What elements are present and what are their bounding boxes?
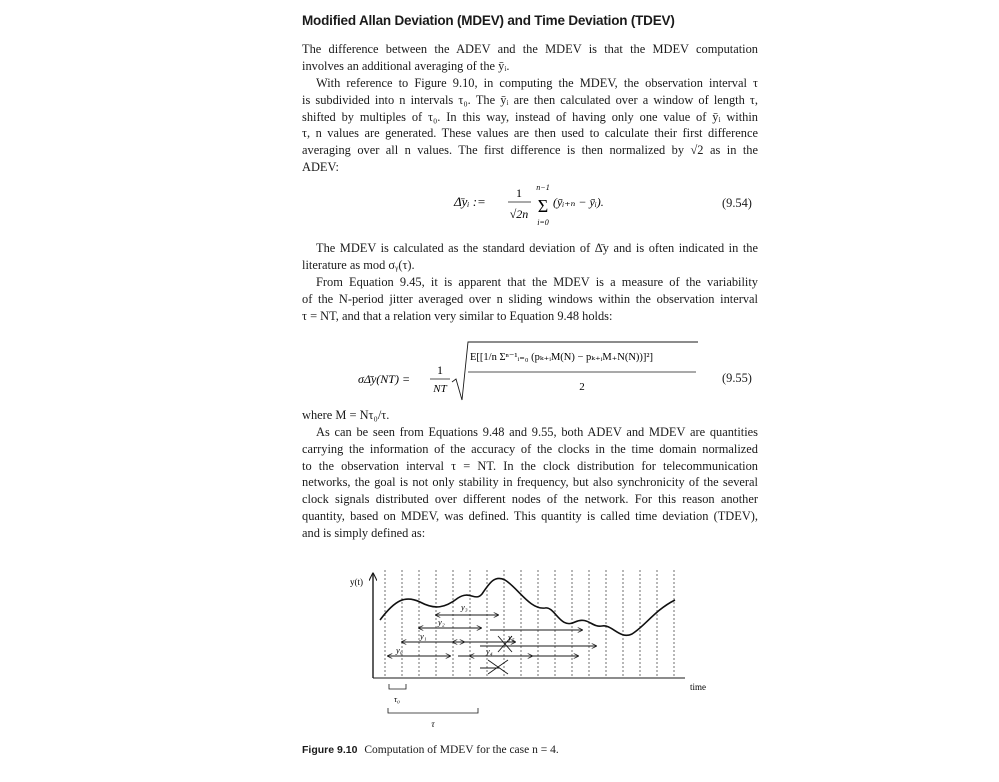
figure-9-10-diagram — [340, 560, 720, 740]
equation-9-54 — [450, 180, 630, 230]
window-label: y₁ — [420, 631, 427, 641]
eq954-sum-top: n−1 — [536, 183, 550, 192]
text-line: where M = Nτ₀/τ. — [302, 408, 390, 422]
signal-curve — [380, 578, 675, 635]
text-line: is subdivided into n intervals τ₀. The ȳᵢ are then calculated over a window of length τ, — [302, 92, 758, 107]
eq954-body: (ȳᵢ₊ₙ − ȳᵢ). — [553, 195, 604, 209]
y-axis-label: y(t) — [350, 577, 363, 587]
tau0-bracket — [389, 684, 406, 689]
paragraph-1 — [302, 41, 758, 75]
text-line: The difference between the ADEV and the MDEV is that the MDEV computation — [302, 42, 758, 56]
text-line: shifted by multiples of τ₀. In this way, instead of having only one value of ȳᵢ within — [302, 109, 758, 124]
text-line: τ = NT, and that a relation very similar to Equation 9.48 holds: — [302, 308, 613, 323]
text-line: carrying the information of the accuracy of the clocks in the time domain normalized — [302, 441, 758, 456]
text-line: clock signals distributed over different nodes of the network. For this reason another — [302, 492, 758, 507]
text-line: of the N-period jitter averaged over n sliding windows within the observation interval — [302, 291, 758, 306]
text-line: τ, n values are generated. These values are then used to calculate their first difference — [302, 126, 758, 141]
text-line: averaging over all n values. The first difference is then normalized by √2 as in the — [302, 143, 758, 158]
window-label: y₂ — [438, 617, 445, 627]
text-line: involves an additional averaging of the ȳᵢ. — [302, 58, 510, 73]
x-axis-label: time — [690, 682, 706, 692]
sqrt-radical — [452, 342, 698, 400]
sigma-symbol: Σ — [537, 196, 549, 216]
text-line: networks, the goal is not only stability in frequency, but also synchronicity of the several — [302, 475, 758, 490]
text-line: literature as mod σᵧ(τ). — [302, 257, 415, 272]
eq955-frac-num: 1 — [437, 363, 443, 377]
eq955-inner-top: E[[1/n Σⁿ⁻¹ᵢ₌₀ (pₖ₊ᵢM(N) − pₖ₊ᵢM₊N(N))]²] — [470, 352, 654, 363]
window-label: y₀ — [396, 645, 403, 655]
figure-number: Figure 9.10 — [302, 744, 358, 756]
section-title: Modified Allan Deviation (MDEV) and Time Deviation (TDEV) — [302, 13, 675, 28]
equation-number: (9.54) — [722, 196, 752, 210]
paragraph-4 — [302, 274, 758, 324]
paragraph-3 — [302, 240, 758, 274]
figure-caption — [302, 744, 559, 756]
equation-number: (9.55) — [722, 371, 752, 385]
tau0-label: τ₀ — [394, 694, 400, 704]
text-line: As can be seen from Equations 9.48 and 9.55, both ADEV and MDEV are quantities — [316, 425, 758, 439]
window-label: y₄ — [486, 646, 493, 656]
eq954-lhs: Δ̄yᵢ := — [454, 194, 486, 209]
window-label: y₃ — [461, 602, 468, 612]
eq955-lhs: σΔ̄y(NT) = — [358, 372, 411, 386]
tau-label: τ — [431, 719, 435, 729]
eq954-frac-den: √2n — [509, 207, 529, 221]
eq955-frac-den: NT — [433, 383, 447, 395]
text-line: to the observation interval τ = NT. In the clock distribution for telecommunication — [302, 458, 758, 473]
paragraph-5 — [302, 407, 758, 424]
eq954-sum-bottom: i=0 — [537, 218, 549, 227]
tau-bracket — [388, 708, 478, 713]
eq954-frac-num: 1 — [516, 186, 522, 200]
text-line: quantity, based on MDEV, was defined. This quantity is called time deviation (TDEV), — [302, 508, 758, 523]
figure-caption-text: Computation of MDEV for the case n = 4. — [364, 744, 559, 756]
text-line: ADEV: — [302, 159, 339, 174]
eq955-inner-bottom: 2 — [579, 381, 585, 393]
text-line: From Equation 9.45, it is apparent that the MDEV is a measure of the variability — [316, 275, 758, 289]
window-label: y₅ — [508, 632, 515, 642]
sample-gridlines — [385, 570, 674, 678]
equation-9-55 — [356, 338, 706, 402]
paragraph-2 — [302, 75, 758, 176]
paragraph-6 — [302, 424, 758, 542]
text-line: and is simply defined as: — [302, 525, 426, 540]
text-line: The MDEV is calculated as the standard deviation of Δ̄y and is often indicated in the — [316, 241, 758, 255]
text-line: With reference to Figure 9.10, in computing the MDEV, the observation interval τ — [316, 76, 758, 90]
